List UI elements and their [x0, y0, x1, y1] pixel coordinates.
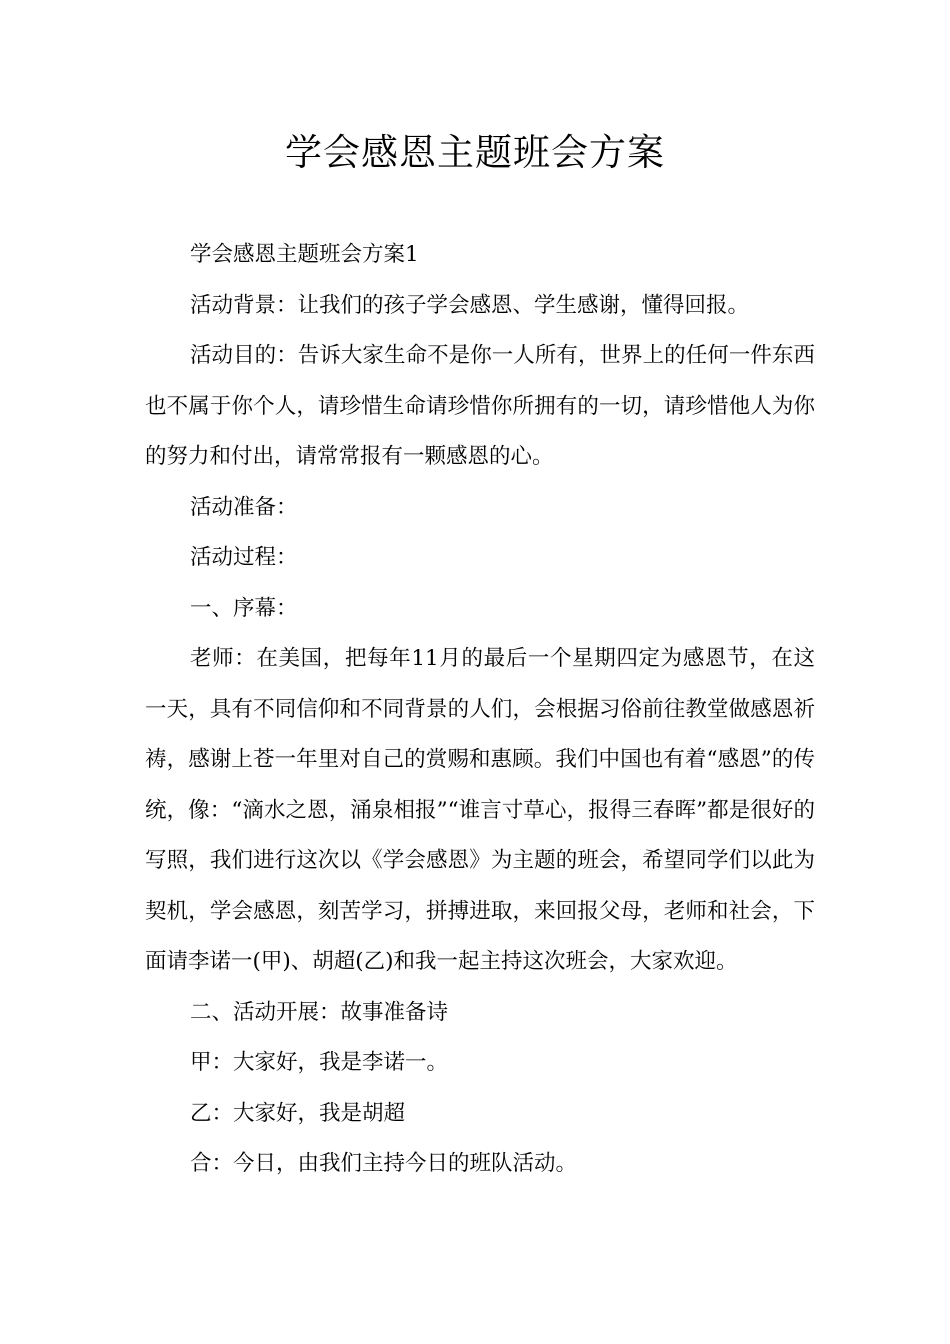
paragraph-subtitle: 学会感恩主题班会方案1 [190, 242, 419, 267]
paragraph-together: 合：今日，由我们主持今日的班队活动。 [190, 1151, 578, 1176]
paragraph-host-b: 乙：大家好，我是胡超 [190, 1100, 406, 1126]
paragraph-activity-heading: 二、活动开展：故事准备诗 [190, 999, 449, 1025]
paragraph-preparation: 活动准备： [190, 494, 298, 520]
paragraph-host-a: 甲：大家好，我是李诺一。 [190, 1050, 449, 1075]
paragraph-process: 活动过程： [190, 545, 298, 570]
paragraph-purpose: 活动目的：告诉大家生命不是你一人所有，世界上的任何一件东西也不属于你个人，请珍惜生命请珍惜你所拥有的一切，请珍惜他人为你的努力和付出，请常常报有一颗感恩的心。 [145, 343, 815, 469]
document-body [145, 230, 815, 1190]
document-title: 学会感恩主题班会方案 [285, 131, 665, 174]
paragraph-background: 活动背景：让我们的孩子学会感恩、学生感谢，懂得回报。 [190, 292, 750, 318]
paragraph-teacher-speech: 老师：在美国，把每年11月的最后一个星期四定为感恩节，在这一天，具有不同信仰和不同背景的人们，会根据习俗前往教堂做感恩祈祷，感谢上苍一年里对自己的赏赐和惠顾。我们中国也有着“感恩”的传统，像：“滴水之恩，涌泉相报”“谁言寸草心，报得三春晖”都是很好的写照，我们进行这次以《学会感恩》为主题的班会，希望同学们以此为契机，学会感恩，刻苦学习，拼搏进取，来回报父母，老师和社会，下面请李诺一(甲)、胡超(乙)和我一起主持这次班会，大家欢迎。 [145, 646, 815, 974]
paragraph-prologue-heading: 一、序幕： [190, 595, 298, 621]
